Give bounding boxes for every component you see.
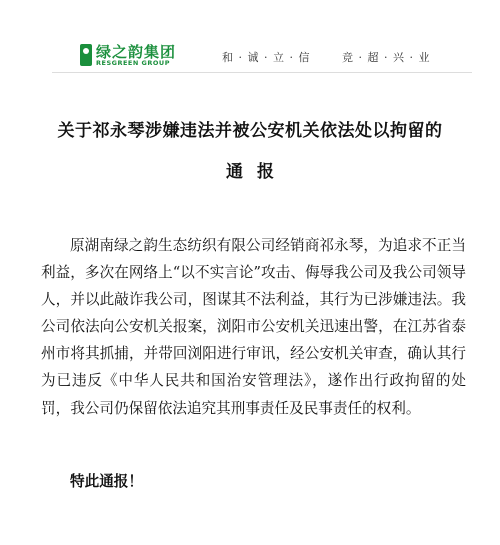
motto-left: 和 · 诚 · 立 · 信 (222, 51, 311, 64)
logo-english-text: RESGREEN GROUP (96, 59, 170, 67)
header-divider (52, 72, 472, 73)
company-logo (80, 44, 190, 68)
document-closing: 特此通报！ (70, 473, 143, 490)
logo-mark-icon (80, 44, 92, 66)
motto-right: 竞 · 超 · 兴 · 业 (342, 51, 431, 64)
document-title: 关于祁永琴涉嫌违法并被公安机关依法处以拘留的 (57, 121, 443, 141)
document-body: 原湖南绿之韵生态纺织有限公司经销商祁永琴，为追求不正当利益，多次在网络上“以不实言论”攻击、侮辱我公司及我公司领导人，并以此敲诈我公司，图谋其不法利益，其行为已涉嫌违法。我公司依法向公安机关报案，浏阳市公安机关迅速出警，在江苏省泰州市将其抓捕，并带回浏阳进行审讯，经公安机关审查，确认其行为已违反《中华人民共和国治安管理法》，遂作出行政拘留的处罚，我公司仍保留依法追究其刑事责任及民事责任的权利。 (41, 237, 466, 417)
document-subtitle: 通报 (226, 162, 288, 182)
logo-chinese-text: 绿之韵集团 (96, 43, 177, 61)
letterhead (0, 0, 500, 72)
